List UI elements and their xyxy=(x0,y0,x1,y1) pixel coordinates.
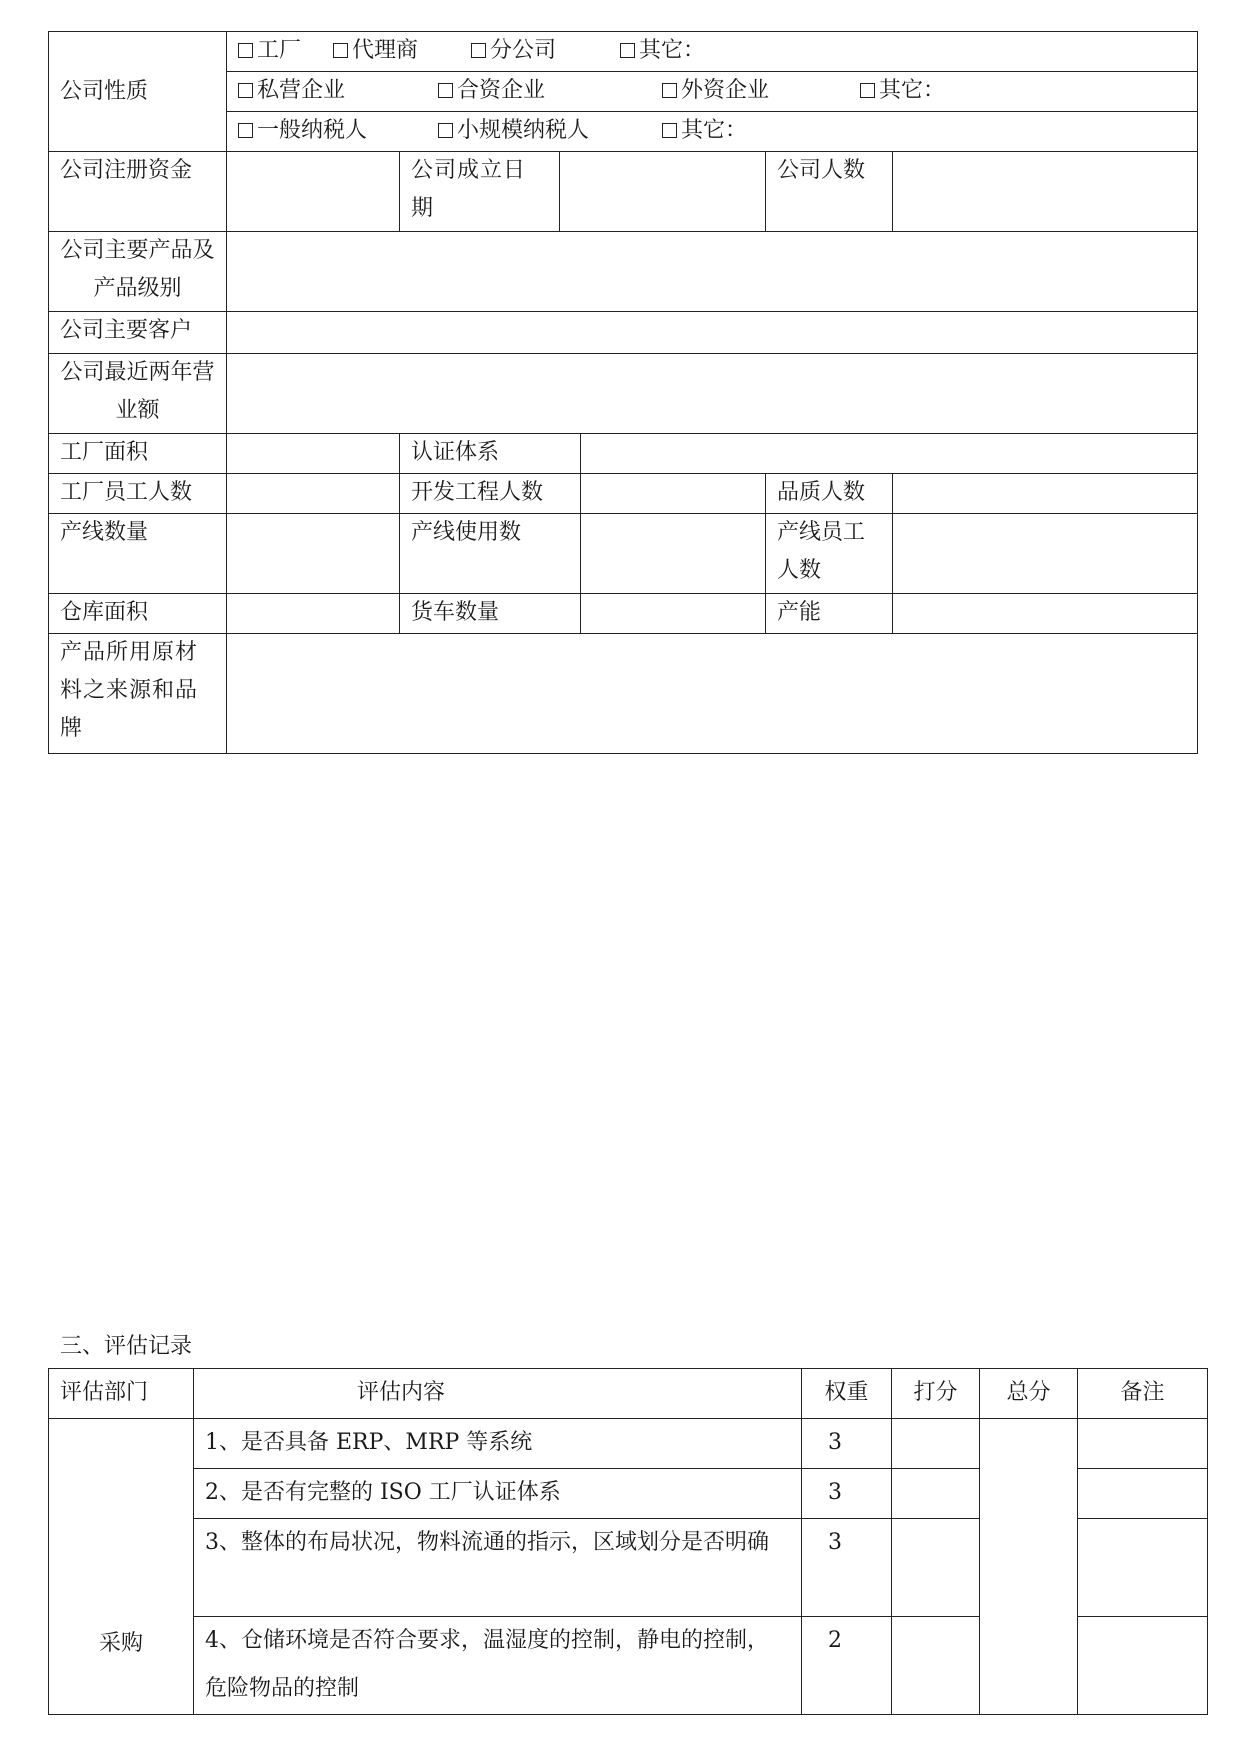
eval-weight: 3 xyxy=(802,1419,892,1469)
evaluation-table xyxy=(48,1368,1208,1715)
value-certification[interactable] xyxy=(581,434,1198,474)
label-dev-engineers: 开发工程人数 xyxy=(400,474,581,514)
eval-total-cell[interactable] xyxy=(980,1419,1078,1715)
option-general-taxpayer[interactable]: 一般纳税人 xyxy=(238,112,438,150)
value-line-staff[interactable] xyxy=(893,514,1198,594)
value-lines-in-use[interactable] xyxy=(581,514,766,594)
value-factory-staff[interactable] xyxy=(227,474,400,514)
option-other-3[interactable]: 其它： xyxy=(662,112,747,150)
label-main-products: 公司主要产品及产品级别 xyxy=(49,232,227,312)
label-capacity: 产能 xyxy=(766,594,893,634)
label-founded-date: 公司成立日期 xyxy=(400,152,560,232)
nature-row-1 xyxy=(227,32,1198,72)
section-title: 三、评估记录 xyxy=(60,1334,193,1359)
header-remarks: 备注 xyxy=(1078,1369,1208,1419)
value-factory-area[interactable] xyxy=(227,434,400,474)
value-capacity[interactable] xyxy=(893,594,1198,634)
value-raw-materials[interactable] xyxy=(227,634,1198,754)
eval-content: 1、是否具备 ERP、MRP 等系统 xyxy=(194,1419,802,1469)
checkbox-icon[interactable] xyxy=(333,43,348,58)
option-agent[interactable]: 代理商 xyxy=(333,32,471,70)
eval-score-cell[interactable] xyxy=(892,1419,980,1469)
label-line-count: 产线数量 xyxy=(49,514,227,594)
eval-remarks-cell[interactable] xyxy=(1078,1519,1208,1617)
label-quality-staff: 品质人数 xyxy=(766,474,893,514)
eval-weight: 3 xyxy=(802,1519,892,1617)
label-revenue: 公司最近两年营业额 xyxy=(49,354,227,434)
eval-weight: 2 xyxy=(802,1617,892,1715)
value-main-customers[interactable] xyxy=(227,312,1198,354)
eval-score-cell[interactable] xyxy=(892,1519,980,1617)
value-quality-staff[interactable] xyxy=(893,474,1198,514)
checkbox-icon[interactable] xyxy=(238,43,253,58)
checkbox-icon[interactable] xyxy=(438,83,453,98)
header-score: 打分 xyxy=(892,1369,980,1419)
value-line-count[interactable] xyxy=(227,514,400,594)
header-department: 评估部门 xyxy=(49,1369,194,1419)
eval-score-cell[interactable] xyxy=(892,1469,980,1519)
value-founded-date[interactable] xyxy=(560,152,766,232)
label-certification: 认证体系 xyxy=(400,434,581,474)
eval-weight: 3 xyxy=(802,1469,892,1519)
eval-remarks-cell[interactable] xyxy=(1078,1617,1208,1715)
label-warehouse-area: 仓库面积 xyxy=(49,594,227,634)
label-company-nature: 公司性质 xyxy=(49,32,227,152)
eval-remarks-cell[interactable] xyxy=(1078,1469,1208,1519)
nature-row-3 xyxy=(227,112,1198,152)
label-main-customers: 公司主要客户 xyxy=(49,312,227,354)
eval-content: 3、整体的布局状况，物料流通的指示，区域划分是否明确 xyxy=(194,1519,802,1617)
eval-score-cell[interactable] xyxy=(892,1617,980,1715)
checkbox-icon[interactable] xyxy=(438,123,453,138)
value-warehouse-area[interactable] xyxy=(227,594,400,634)
option-private[interactable]: 私营企业 xyxy=(238,72,438,110)
value-registered-capital[interactable] xyxy=(227,152,400,232)
option-joint-venture[interactable]: 合资企业 xyxy=(438,72,662,110)
option-branch[interactable]: 分公司 xyxy=(471,32,620,70)
company-info-table xyxy=(48,31,1198,754)
header-weight: 权重 xyxy=(802,1369,892,1419)
label-line-staff: 产线员工人数 xyxy=(766,514,893,594)
option-other-1[interactable]: 其它： xyxy=(620,32,705,70)
label-lines-in-use: 产线使用数 xyxy=(400,514,581,594)
checkbox-icon[interactable] xyxy=(238,123,253,138)
header-content: 评估内容 xyxy=(194,1369,802,1419)
label-headcount: 公司人数 xyxy=(766,152,893,232)
nature-row-2 xyxy=(227,72,1198,112)
label-raw-materials: 产品所用原材料之来源和品牌 xyxy=(49,634,227,754)
option-other-2[interactable]: 其它： xyxy=(860,72,945,110)
table-row xyxy=(49,1419,1208,1469)
option-foreign[interactable]: 外资企业 xyxy=(662,72,860,110)
value-revenue[interactable] xyxy=(227,354,1198,434)
department-procurement: 采购 xyxy=(49,1419,194,1715)
option-small-taxpayer[interactable]: 小规模纳税人 xyxy=(438,112,662,150)
value-main-products[interactable] xyxy=(227,232,1198,312)
label-truck-count: 货车数量 xyxy=(400,594,581,634)
eval-content: 4、仓储环境是否符合要求，温湿度的控制，静电的控制，危险物品的控制 xyxy=(194,1617,802,1715)
header-total: 总分 xyxy=(980,1369,1078,1419)
eval-content: 2、是否有完整的 ISO 工厂认证体系 xyxy=(194,1469,802,1519)
label-registered-capital: 公司注册资金 xyxy=(49,152,227,232)
checkbox-icon[interactable] xyxy=(620,43,635,58)
eval-remarks-cell[interactable] xyxy=(1078,1419,1208,1469)
checkbox-icon[interactable] xyxy=(860,83,875,98)
checkbox-icon[interactable] xyxy=(662,123,677,138)
checkbox-icon[interactable] xyxy=(662,83,677,98)
label-factory-staff: 工厂员工人数 xyxy=(49,474,227,514)
checkbox-icon[interactable] xyxy=(471,43,486,58)
label-factory-area: 工厂面积 xyxy=(49,434,227,474)
value-headcount[interactable] xyxy=(893,152,1198,232)
option-factory[interactable]: 工厂 xyxy=(238,32,333,70)
checkbox-icon[interactable] xyxy=(238,83,253,98)
value-dev-engineers[interactable] xyxy=(581,474,766,514)
value-truck-count[interactable] xyxy=(581,594,766,634)
